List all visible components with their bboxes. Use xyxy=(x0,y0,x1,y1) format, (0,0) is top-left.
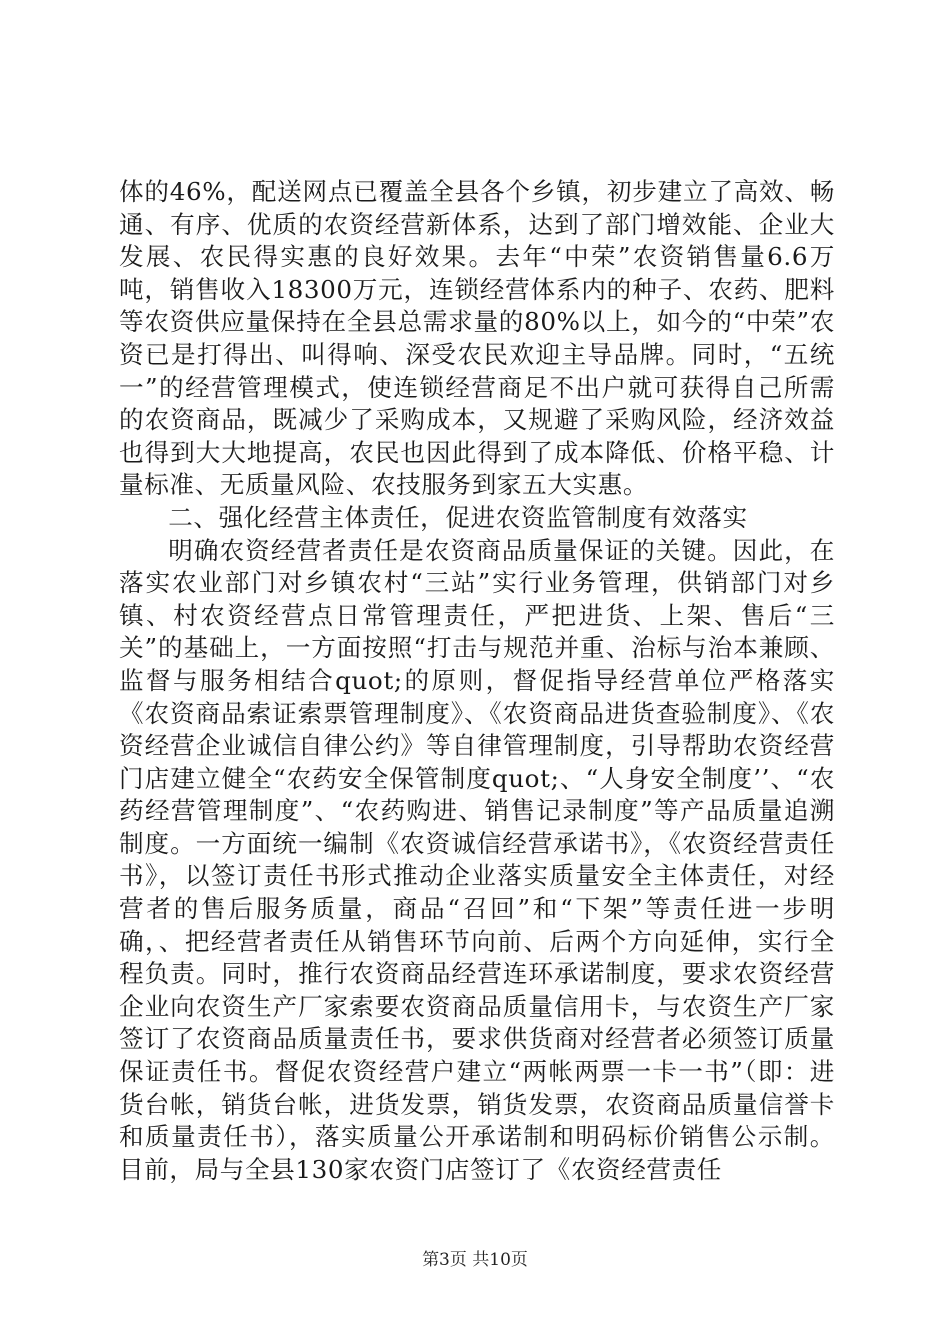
document-body xyxy=(119,176,835,1186)
section-heading: 二、强化经营主体责任，促进农资监管制度有效落实 xyxy=(168,502,748,532)
paragraph-body: 明确农资经营者责任是农资商品质量保证的关键。因此，在落实农业部门对乡镇农村“三站”实行业务管理，供销部门对乡镇、村农资经营点日常管理责任，严把进货、上架、售后“三关”的基础上，一方面按照“打击与规范并重、治标与治本兼顾、监督与服务相结合quot;的原则，督促指导经营单位严格落实《农资商品索证索票管理制度》、《农资商品进货查验制度》、《农资经营企业诚信自律公约》等自律管理制度，引导帮助农资经营门店建立健全“农药安全保管制度quot;、“人身安全制度’’、“农药经营管理制度”、“农药购进、销售记录制度”等产品质量追溯制度。一方面统一编制《农资诚信经营承诺书》，《农资经营责任书》，以签订责任书形式推动企业落实质量安全主体责任，对经营者的售后服务质量，商品“召回”和“下架”等责任进一步明确，、把经营者责任从销售环节向前、后两个方向延伸，实行全程负责。同时，推行农资商品经营连环承诺制度，要求农资经营企业向农资生产厂家索要农资商品质量信用卡，与农资生产厂家签订了农资商品质量责任书，要求供货商对经营者必须签订质量保证责任书。督促农资经营户建立“两帐两票一卡一书”（即：进货台帐，销货台帐，进货发票，销货发票，农资商品质量信誉卡和质量责任书），落实质量公开承诺制和明码标价销售公示制。目前，局与全县130家农资门店签订了《农资经营责任 xyxy=(119,535,835,1184)
paragraph-continuation: 体的46%，配送网点已覆盖全县各个乡镇，初步建立了高效、畅通、有序、优质的农资经营新体系，达到了部门增效能、企业大发展、农民得实惠的良好效果。去年“中荣”农资销售量6.6万吨，销售收入18300万元，连锁经营体系内的种子、农药、肥料等农资供应量保持在全县总需求量的80%以上，如今的“中荣”农资已是打得出、叫得响、深受农民欢迎主导品牌。同时，“五统一”的经营管理模式，使连锁经营商足不出户就可获得自己所需的农资商品，既减少了采购成本，又规避了采购风险，经济效益也得到大大地提高，农民也因此得到了成本降低、价格平稳、计量标准、无质量风险、农技服务到家五大实惠。 xyxy=(119,177,835,500)
page-footer: 第3页 共10页 xyxy=(422,1250,528,1270)
